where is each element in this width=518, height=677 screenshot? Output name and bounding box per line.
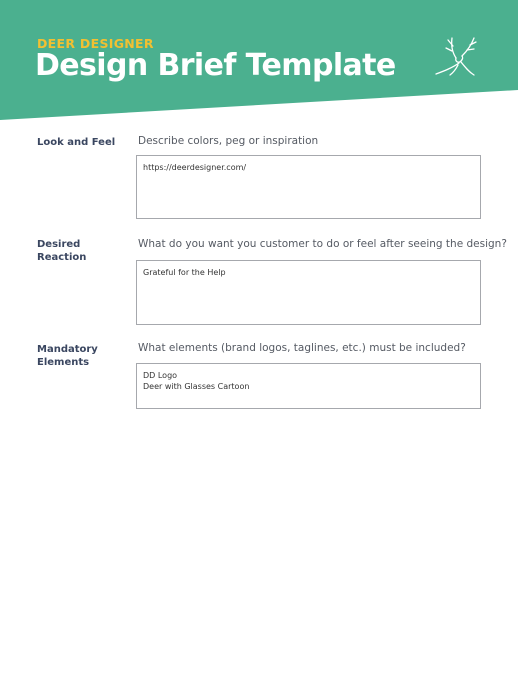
field-text: https://deerdesigner.com/ [143,163,247,172]
section-label-desired-reaction [37,238,127,264]
section-prompt-look-and-feel: Describe colors, peg or inspiration [138,135,319,147]
field-text: DD Logo [143,371,178,380]
field-text: Deer with Glasses Cartoon [143,382,250,391]
page-title: Design Brief Template [35,48,396,83]
section-prompt-desired-reaction: What do you want you customer to do or feel after seeing the design? [138,238,507,250]
field-text: Grateful for the Help [143,268,226,277]
label-line: Desired [37,239,81,250]
section-prompt-mandatory-elements: What elements (brand logos, taglines, etc.) must be included? [138,342,466,354]
mandatory-elements-field[interactable] [136,363,481,409]
look-and-feel-field[interactable] [136,155,481,219]
label-line: Elements [37,357,90,368]
desired-reaction-field[interactable] [136,260,481,325]
section-label-mandatory-elements [37,343,127,369]
brand-name: DEER DESIGNER [37,36,154,51]
section-label-look-and-feel: Look and Feel [37,137,116,148]
deer-antlers-icon [434,34,484,79]
label-line: Mandatory [37,344,98,355]
label-line: Reaction [37,252,87,263]
